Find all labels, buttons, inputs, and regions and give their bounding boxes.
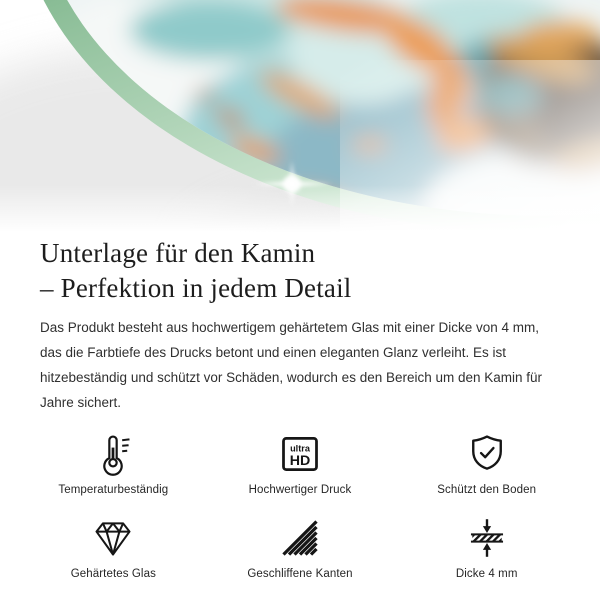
feature-label: Geschliffene Kanten xyxy=(247,568,353,581)
feature-floor-protection xyxy=(393,430,580,496)
feature-thickness xyxy=(393,514,580,580)
shield-check-icon xyxy=(465,430,509,478)
page-title xyxy=(40,236,560,306)
feature-label: Dicke 4 mm xyxy=(455,568,518,581)
page-title-line1: Unterlage für den Kamin xyxy=(40,238,316,268)
product-description: Das Produkt besteht aus hochwertigem gehärtetem Glas mit einer Dicke von 4 mm, das die Farbtiefe des Drucks betont und einen eleganten Glanz verleiht. Es ist hitzebeständig und schützt vor Schäden, wodurch es den Bereich um den Kamin für Jahre sichert. xyxy=(40,320,543,411)
feature-label: Hochwertiger Druck xyxy=(248,484,352,497)
svg-text:ultra: ultra xyxy=(290,443,310,454)
page-title-line2: – Perfektion in jedem Detail xyxy=(40,273,352,304)
thermometer-icon xyxy=(91,430,135,478)
feature-polished-edges xyxy=(207,514,394,580)
feature-label: Temperaturbeständig xyxy=(58,484,169,497)
feature-temperature xyxy=(20,430,207,496)
diamond-icon xyxy=(91,514,135,562)
polished-edge-icon xyxy=(278,514,322,562)
feature-label: Schützt den Boden xyxy=(437,484,537,497)
ultra-hd-icon xyxy=(278,430,322,478)
feature-print-quality xyxy=(207,430,394,496)
thickness-icon xyxy=(465,514,509,562)
glass-underlay-image xyxy=(0,0,600,232)
features-grid xyxy=(0,430,600,580)
feature-label: Gehärtetes Glas xyxy=(70,568,156,581)
bottom-fade-overlay xyxy=(0,185,600,232)
product-photo xyxy=(0,0,600,232)
feature-tempered-glass xyxy=(20,514,207,580)
svg-text:HD: HD xyxy=(289,453,311,470)
